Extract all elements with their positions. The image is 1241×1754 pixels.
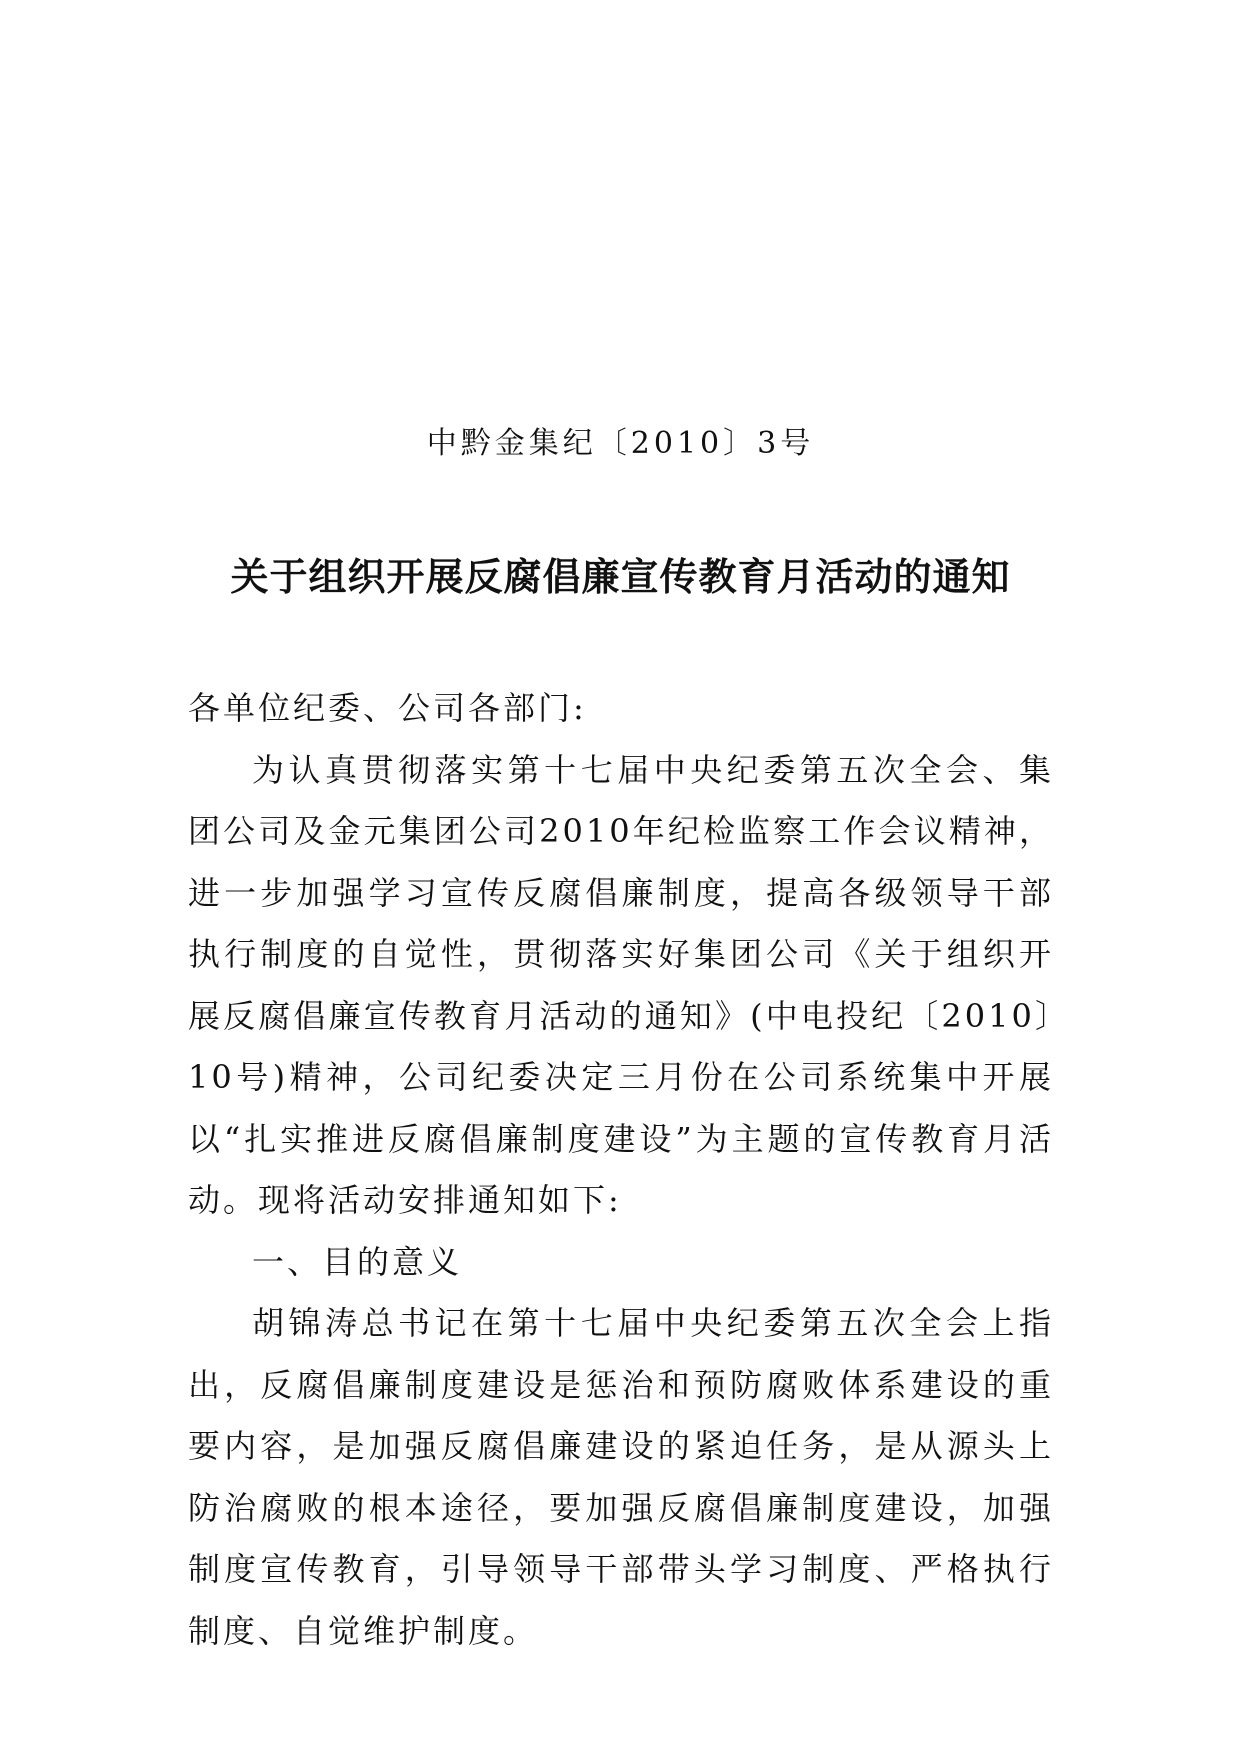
paragraph-intro: 为认真贯彻落实第十七届中央纪委第五次全会、集团公司及金元集团公司2010年纪检监察工作会议精神，进一步加强学习宣传反腐倡廉制度，提高各级领导干部执行制度的自觉性，贯彻落实好集团公司《关于组织开展反腐倡廉宣传教育月活动的通知》(中电投纪〔2010〕10号)精神，公司纪委决定三月份在公司系统集中开展以“扎实推进反腐倡廉制度建设”为主题的宣传教育月活动。现将活动安排通知如下: (188, 750, 1054, 1219)
section-heading-purpose: 一、目的意义 (252, 1242, 463, 1281)
salutation: 各单位纪委、公司各部门: (188, 689, 587, 727)
document-title: 关于组织开展反腐倡廉宣传教育月活动的通知 (230, 554, 1011, 599)
document-body (188, 678, 1054, 1662)
document-number: 中黔金集纪〔2010〕3号 (426, 426, 815, 461)
paragraph-purpose: 胡锦涛总书记在第十七届中央纪委第五次全会上指出，反腐倡廉制度建设是惩治和预防腐败体系建设的重要内容，是加强反腐倡廉建设的紧迫任务，是从源头上防治腐败的根本途径，要加强反腐倡廉制度建设，加强制度宣传教育，引导领导干部带头学习制度、严格执行制度、自觉维护制度。 (188, 1304, 1054, 1650)
